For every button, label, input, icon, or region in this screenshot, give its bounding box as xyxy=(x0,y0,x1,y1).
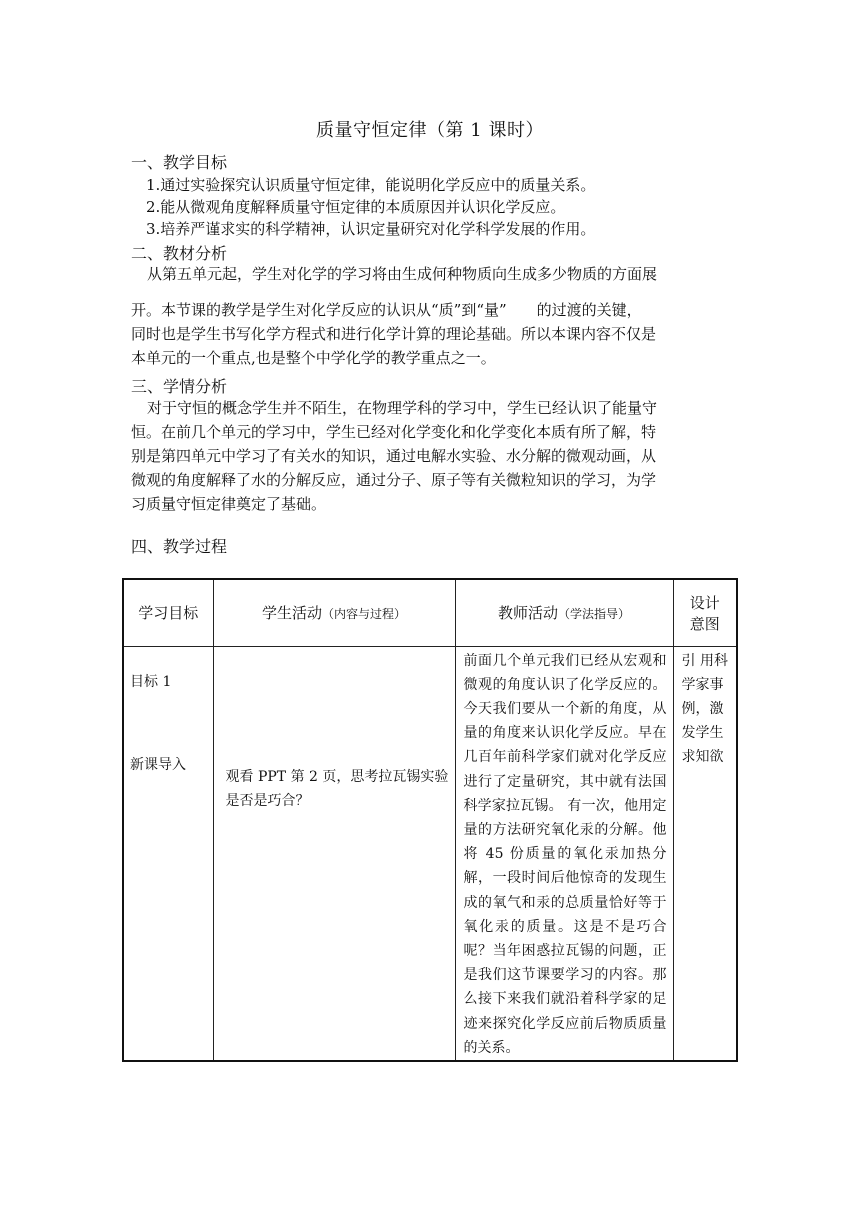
material-paragraph xyxy=(131,262,731,286)
student-activity-text: 观看 PPT 第 2 页，思考拉瓦锡实验是否是巧合？ xyxy=(225,768,449,809)
section-heading-goals: 一、教学目标 xyxy=(131,153,228,172)
material-line: 从第五单元起，学生对化学的学习将由生成何种物质向生成多少物质的方面展 xyxy=(147,265,658,283)
header-design xyxy=(673,579,737,646)
cell-student-activity xyxy=(213,646,455,1061)
header-student-sub: （内容与过程） xyxy=(322,607,407,622)
material-line: 本单元的一个重点,也是整个中学化学的教学重点之一。 xyxy=(131,349,496,367)
material-line: 开。本节课的教学是学生对化学反应的认识从“质”到“量” 的过渡的关键， xyxy=(131,301,642,319)
stage-label: 新课导入 xyxy=(130,756,186,773)
cell-goal xyxy=(123,646,213,1061)
goal-label: 目标 1 xyxy=(130,673,172,690)
students-line: 对于守恒的概念学生并不陌生，在物理学科的学习中，学生已经认识了能量守 xyxy=(147,399,658,417)
cell-teacher-activity xyxy=(455,646,673,1061)
cell-design-intent xyxy=(673,646,737,1061)
header-goal: 学习目标 xyxy=(123,579,213,646)
table-header-row xyxy=(123,579,737,646)
design-intent-text: 引 用科学家事例，激发学生求知欲 xyxy=(681,652,728,766)
header-student xyxy=(213,579,455,646)
teacher-activity-text: 前面几个单元我们已经从宏观和微观的角度认识了化学反应的。今天我们要从一个新的角度，从量的角度来认识化学反应。早在几百年前科学家们就对化学反应进行了定量研究，其中就有法国科学家拉瓦锡。 有一次，他用定量的方法研究氧化汞的分解。他将 45 份质量的氧化汞加热分解，一段时间后他惊奇的发现生成的氧气和汞的总质量恰好等于氧化汞的质量。这是不是巧合呢？当年困惑拉瓦锡的问题，正是我们这节课要学习的内容。那么接下来我们就沿着科学家的足迹来探究化学反应前后物质质量的关系。 xyxy=(463,652,667,1056)
material-paragraph-cont xyxy=(131,298,731,370)
students-line: 别是第四单元中学习了有关水的知识，通过电解水实验、水分解的微观动画，从 xyxy=(131,447,657,465)
material-line: 同时也是学生书写化学方程式和进行化学计算的理论基础。所以本课内容不仅是 xyxy=(131,325,657,343)
students-line: 微观的角度解释了水的分解反应，通过分子、原子等有关微粒知识的学习，为学 xyxy=(131,471,657,489)
section-heading-students: 三、学情分析 xyxy=(131,377,228,396)
students-line: 习质量守恒定律奠定了基础。 xyxy=(131,495,327,513)
header-design-line2: 意图 xyxy=(689,614,720,633)
goal-item-1: 1.通过实验探究认识质量守恒定律，能说明化学反应中的质量关系。 xyxy=(146,176,596,194)
goal-item-2: 2.能从微观角度解释质量守恒定律的本质原因并认识化学反应。 xyxy=(146,198,566,216)
section-heading-material: 二、教材分析 xyxy=(131,244,228,263)
header-teacher-sub: （学法指导） xyxy=(558,607,631,622)
goal-item-3: 3.培养严谨求实的科学精神，认识定量研究对化学科学发展的作用。 xyxy=(146,220,596,238)
header-teacher-main: 教师活动 xyxy=(497,604,558,623)
header-design-line1: 设计 xyxy=(689,593,720,612)
table-row xyxy=(123,646,737,1061)
students-line: 恒。在前几个单元的学习中，学生已经对化学变化和化学变化本质有所了解，特 xyxy=(131,423,657,441)
section-heading-process: 四、教学过程 xyxy=(131,537,228,556)
page-title: 质量守恒定律（第 1 课时） xyxy=(316,120,544,141)
students-paragraph xyxy=(131,396,731,516)
header-teacher xyxy=(455,579,673,646)
header-student-main: 学生活动 xyxy=(261,604,322,623)
process-table xyxy=(122,578,738,1062)
